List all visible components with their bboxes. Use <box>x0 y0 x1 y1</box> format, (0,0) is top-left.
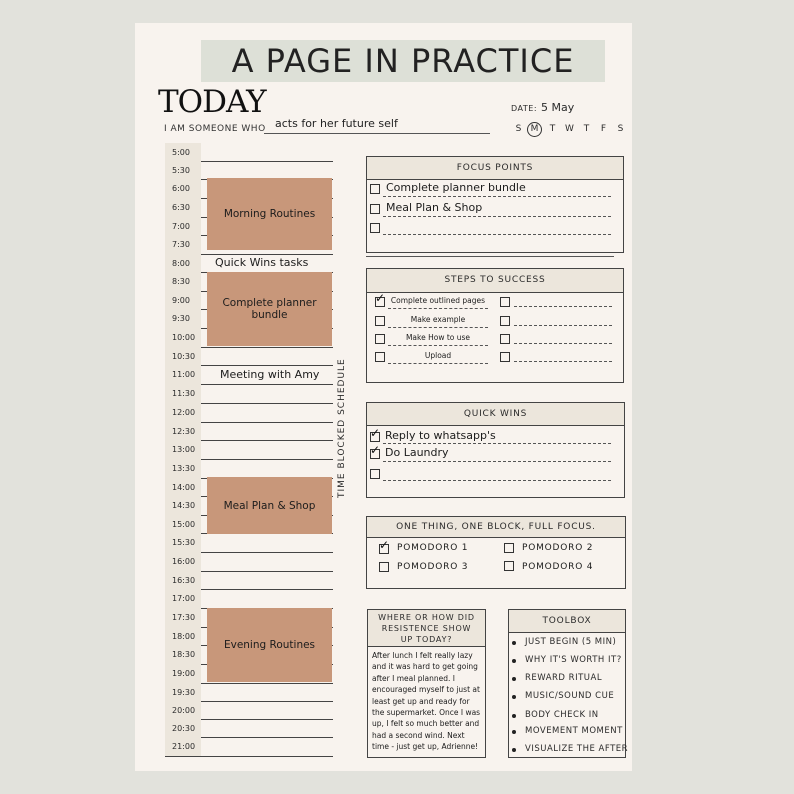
focus-checkbox-3[interactable] <box>370 223 380 233</box>
toolbox-item-6[interactable]: MOVEMENT MOMENT <box>525 726 623 736</box>
focus-line-1 <box>383 196 611 197</box>
divider-line <box>366 256 614 257</box>
schedule-vertical-label: TIME BLOCKED SCHEDULE <box>337 358 347 498</box>
focus-line-3 <box>383 234 611 235</box>
schedule-time: 13:30 <box>165 459 201 478</box>
focus-title: FOCUS POINTS <box>367 157 623 180</box>
resistance-box <box>367 609 486 758</box>
schedule-row[interactable] <box>165 589 333 609</box>
schedule-time: 13:00 <box>165 440 201 459</box>
schedule-time: 6:00 <box>165 179 201 198</box>
weekday-5[interactable]: F <box>600 124 607 134</box>
step-item-4[interactable]: Upload <box>424 351 452 360</box>
toolbox-bullet <box>512 748 516 752</box>
weekday-1[interactable]: M <box>527 122 542 137</box>
weekday-selector[interactable] <box>510 122 629 137</box>
someone-label: I AM SOMEONE WHO <box>164 124 266 134</box>
schedule-row[interactable] <box>165 552 333 572</box>
step-item-3[interactable]: Make How to use <box>405 333 471 342</box>
focus-item-1[interactable]: Complete planner bundle <box>386 181 526 194</box>
pomodoro-title: ONE THING, ONE BLOCK, FULL FOCUS. <box>367 517 625 538</box>
schedule-time: 10:30 <box>165 347 201 365</box>
schedule-row[interactable] <box>165 143 333 162</box>
pomodoro-checkbox-4[interactable] <box>504 561 514 571</box>
schedule-row[interactable] <box>165 459 333 479</box>
quickwin-checkbox-1[interactable] <box>370 432 380 442</box>
schedule-time: 19:30 <box>165 683 201 701</box>
schedule-row[interactable] <box>165 683 333 702</box>
block-evening[interactable]: Evening Routines <box>207 608 332 682</box>
schedule-row[interactable] <box>165 719 333 738</box>
toolbox-item-7[interactable]: VISUALIZE THE AFTER <box>525 744 629 754</box>
schedule-time: 7:00 <box>165 217 201 235</box>
step-checkbox-4[interactable] <box>375 352 385 362</box>
weekday-3[interactable]: W <box>565 124 574 134</box>
step-line-right <box>514 325 612 326</box>
schedule-row[interactable] <box>165 422 333 441</box>
toolbox-bullet <box>512 714 516 718</box>
schedule-time: 10:00 <box>165 328 201 347</box>
step-line-right <box>514 306 612 307</box>
schedule-time: 7:30 <box>165 235 201 254</box>
toolbox-bullet <box>512 695 516 699</box>
step-checkbox-right-1[interactable] <box>500 297 510 307</box>
block-morning[interactable]: Morning Routines <box>207 178 332 250</box>
step-line-left <box>388 345 488 346</box>
step-line-right <box>514 343 612 344</box>
page-title: A PAGE IN PRACTICE <box>201 40 605 82</box>
schedule-time: 18:30 <box>165 645 201 664</box>
pomodoro-checkbox-2[interactable] <box>504 543 514 553</box>
schedule-row[interactable] <box>165 403 333 423</box>
focus-checkbox-1[interactable] <box>370 184 380 194</box>
quickwin-line-1 <box>383 443 611 444</box>
quickwin-checkbox-2[interactable] <box>370 449 380 459</box>
step-item-1[interactable]: Complete outlined pages <box>390 296 486 305</box>
step-checkbox-right-3[interactable] <box>500 334 510 344</box>
schedule-time: 20:00 <box>165 701 201 719</box>
step-checkbox-1[interactable] <box>375 297 385 307</box>
step-item-2[interactable]: Make example <box>410 315 466 324</box>
today-heading: TODAY <box>158 84 266 120</box>
schedule-time: 16:30 <box>165 571 201 589</box>
focus-item-2[interactable]: Meal Plan & Shop <box>386 201 483 214</box>
note-meeting[interactable]: Meeting with Amy <box>220 368 320 381</box>
toolbox-item-5[interactable]: BODY CHECK IN <box>525 710 599 720</box>
schedule-row[interactable] <box>165 701 333 720</box>
schedule-time: 14:30 <box>165 496 201 515</box>
resistance-text[interactable]: After lunch I felt really lazy and it was hard to get going after I meal planned. I encouraged myself to just at least get up and ready for the supermarket. Once I was up, I felt so much better and had a second wind. Next time - just get up, Adrienne! <box>372 651 481 752</box>
toolbox-bullet <box>512 641 516 645</box>
step-line-left <box>388 308 488 309</box>
step-line-left <box>388 327 488 328</box>
step-line-right <box>514 361 612 362</box>
toolbox-item-4[interactable]: MUSIC/SOUND CUE <box>525 691 615 701</box>
pomodoro-checkbox-3[interactable] <box>379 562 389 572</box>
toolbox-bullet <box>512 730 516 734</box>
schedule-time: 9:30 <box>165 309 201 328</box>
block-planner[interactable]: Complete planner bundle <box>207 272 332 346</box>
schedule-time: 17:30 <box>165 608 201 627</box>
weekday-4[interactable]: T <box>583 124 590 134</box>
toolbox-bullet <box>512 677 516 681</box>
date-label: DATE: <box>511 104 538 113</box>
schedule-row[interactable] <box>165 737 333 757</box>
pomodoro-label-3: POMODORO 3 <box>397 562 469 572</box>
toolbox-item-2[interactable]: WHY IT'S WORTH IT? <box>525 655 622 665</box>
note-quick-wins[interactable]: Quick Wins tasks <box>215 256 309 269</box>
schedule-time: 15:00 <box>165 515 201 533</box>
focus-checkbox-2[interactable] <box>370 204 380 214</box>
step-checkbox-right-2[interactable] <box>500 316 510 326</box>
schedule-time: 11:30 <box>165 384 201 403</box>
focus-line-2 <box>383 216 611 217</box>
quickwin-line-3 <box>383 480 611 481</box>
schedule-time: 12:00 <box>165 403 201 422</box>
pomodoro-label-2: POMODORO 2 <box>522 543 594 553</box>
quickwin-checkbox-3[interactable] <box>370 469 380 479</box>
schedule-time: 14:00 <box>165 478 201 496</box>
toolbox-bullet <box>512 659 516 663</box>
date-value[interactable]: 5 May <box>541 101 575 114</box>
weekday-2[interactable]: T <box>549 124 556 134</box>
weekday-6[interactable]: S <box>617 124 624 134</box>
schedule-row[interactable] <box>165 533 333 553</box>
step-checkbox-2[interactable] <box>375 316 385 326</box>
toolbox-item-1[interactable]: JUST BEGIN (5 MIN) <box>525 637 617 647</box>
step-checkbox-3[interactable] <box>375 334 385 344</box>
quickwin-item-2[interactable]: Do Laundry <box>385 446 449 459</box>
schedule-row[interactable] <box>165 571 333 590</box>
schedule-time: 5:30 <box>165 161 201 179</box>
schedule-time: 5:00 <box>165 143 201 161</box>
weekday-0[interactable]: S <box>515 124 522 134</box>
quickwins-title: QUICK WINS <box>367 403 624 426</box>
schedule-time: 9:00 <box>165 291 201 309</box>
schedule-time: 11:00 <box>165 365 201 384</box>
schedule-time: 19:00 <box>165 664 201 683</box>
schedule-time: 6:30 <box>165 198 201 217</box>
schedule-time: 8:30 <box>165 272 201 291</box>
schedule-time: 21:00 <box>165 737 201 756</box>
steps-title: STEPS TO SUCCESS <box>367 269 623 293</box>
schedule-time: 15:30 <box>165 533 201 552</box>
schedule-row[interactable] <box>165 347 333 366</box>
schedule-row[interactable] <box>165 384 333 404</box>
toolbox-title: TOOLBOX <box>509 610 625 633</box>
pomodoro-checkbox-1[interactable] <box>379 544 389 554</box>
schedule-time: 18:00 <box>165 627 201 645</box>
step-line-left <box>388 363 488 364</box>
pomodoro-label-4: POMODORO 4 <box>522 562 594 572</box>
pomodoro-label-1: POMODORO 1 <box>397 543 469 553</box>
schedule-time: 8:00 <box>165 254 201 272</box>
resistance-title: WHERE OR HOW DID RESISTENCE SHOW UP TODAY? <box>368 610 485 647</box>
toolbox-item-3[interactable]: REWARD RITUAL <box>525 673 603 683</box>
quickwin-item-1[interactable]: Reply to whatsapp's <box>385 429 496 442</box>
schedule-time: 17:00 <box>165 589 201 608</box>
quickwin-line-2 <box>383 461 611 462</box>
schedule-time: 12:30 <box>165 422 201 440</box>
schedule-time: 16:00 <box>165 552 201 571</box>
schedule-time: 20:30 <box>165 719 201 737</box>
step-checkbox-right-4[interactable] <box>500 352 510 362</box>
block-meal[interactable]: Meal Plan & Shop <box>207 477 332 534</box>
someone-value[interactable]: acts for her future self <box>275 117 398 130</box>
schedule-row[interactable] <box>165 440 333 460</box>
someone-underline <box>264 133 490 134</box>
